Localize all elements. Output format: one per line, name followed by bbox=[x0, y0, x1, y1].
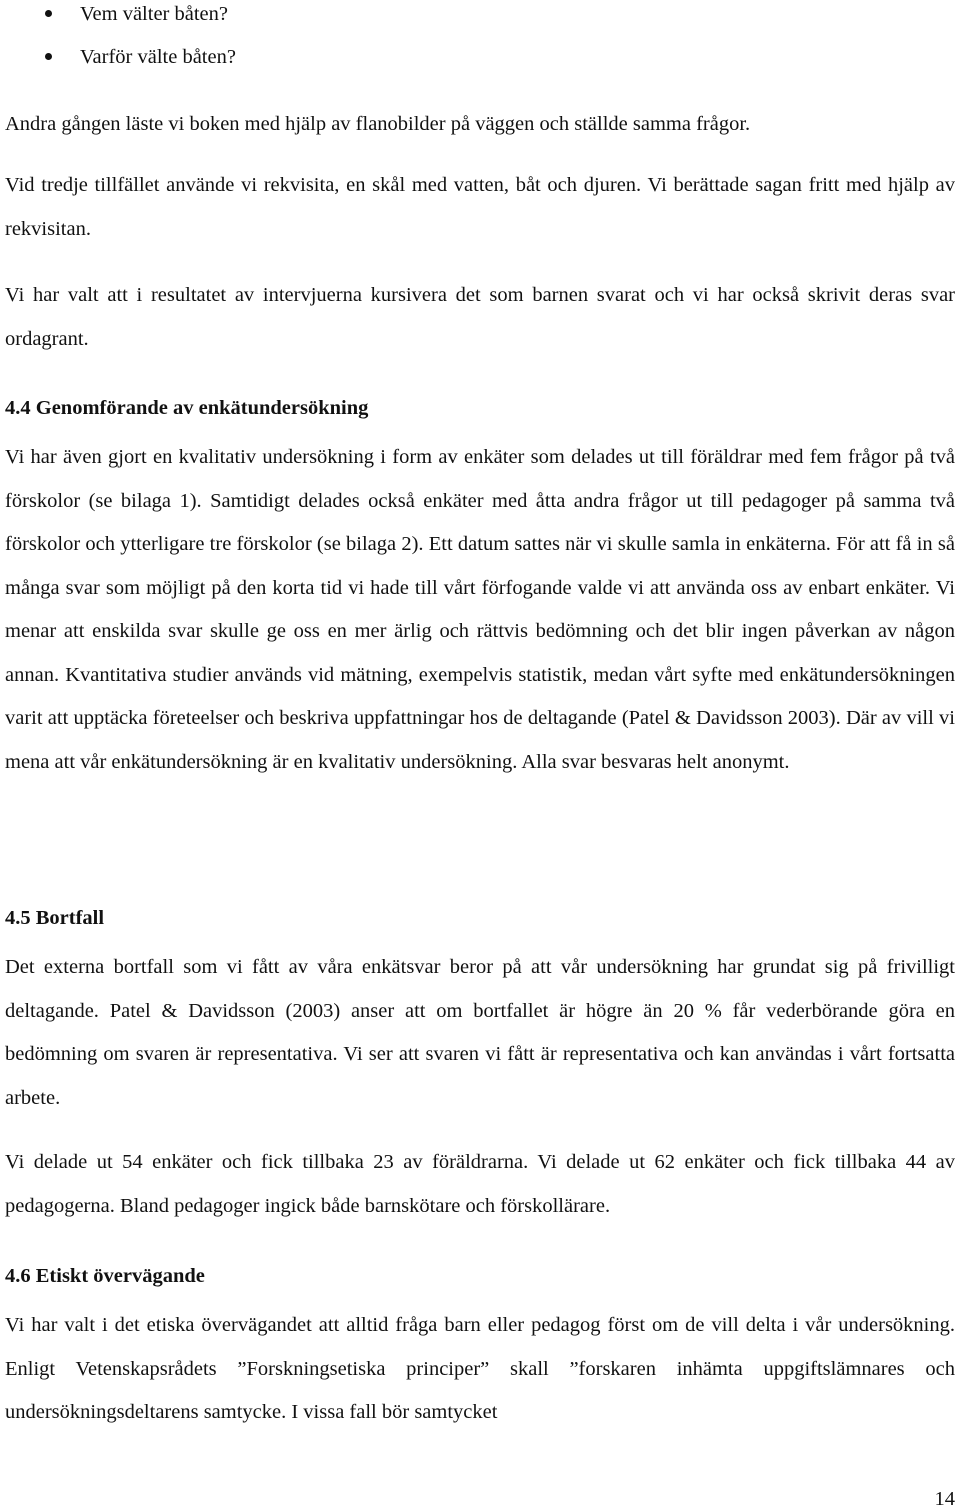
list-item-text: Varför välte båten? bbox=[80, 46, 236, 68]
list-item-text: Vem välter båten? bbox=[80, 3, 228, 25]
bullet-icon bbox=[45, 10, 52, 17]
paragraph: Vi har även gjort en kvalitativ undersökning i form av enkäter som delades ut till föräldrar med fem frågor på två förskolor (se bilaga 1). Samtidigt delades också enkäter med åtta andra frågor ut till pedagoger på samma två förskolor och ytterligare tre förskolor (se bilaga 2). Ett datum sattes när vi skulle samla in enkäterna. För att få in så många svar som möjligt på den korta tid vi hade till vårt förfogande valde vi att använda oss av enbart enkäter. Vi menar att enskilda svar skulle ge oss en mer ärlig och rättvis bedömning och det blir ingen påverkan av någon annan. Kvantitativa studier används vid mätning, exempelvis statistik, medan vårt syfte med enkätundersökningen varit att upptäcka företeelser och beskriva uppfattningar hos de deltagande (Patel & Davidsson 2003). Där av vill vi mena att vår enkätundersökning är en kvalitativ undersökning. Alla svar besvaras helt anonymt. bbox=[5, 446, 955, 773]
page-number: 14 bbox=[934, 1488, 955, 1510]
question-list bbox=[5, 0, 236, 86]
paragraph: Vid tredje tillfället använde vi rekvisita, en skål med vatten, båt och djuren. Vi berättade sagan fritt med hjälp av rekvisitan. bbox=[5, 174, 955, 240]
paragraph: Det externa bortfall som vi fått av våra enkätsvar beror på att vår undersökning har grundat sig på frivilligt deltagande. Patel & Davidsson (2003) anser att om bortfallet är högre än 20 % får vederbörande göra en bedömning om svaren är representativa. Vi ser att svaren vi fått är representativa och kan användas i vårt fortsatta arbete. bbox=[5, 956, 955, 1109]
list-item bbox=[5, 43, 236, 86]
paragraph: Vi delade ut 54 enkäter och fick tillbaka 23 av föräldrarna. Vi delade ut 62 enkäter och fick tillbaka 44 av pedagogerna. Bland pedagoger ingick både barnskötare och förskollärare. bbox=[5, 1151, 955, 1217]
list-item bbox=[5, 0, 236, 43]
bullet-icon bbox=[45, 53, 52, 60]
section-heading: 4.5 Bortfall bbox=[5, 907, 105, 929]
section-heading: 4.6 Etiskt övervägande bbox=[5, 1265, 205, 1287]
paragraph: Vi har valt att i resultatet av intervjuerna kursivera det som barnen svarat och vi har också skrivit deras svar ordagrant. bbox=[5, 284, 955, 350]
paragraph: Vi har valt i det etiska övervägandet att alltid fråga barn eller pedagog först om de vill delta i vår undersökning. Enligt Vetenskapsrådets ”Forskningsetiska principer” skall ”forskaren inhämta uppgiftslämnares och undersökningsdeltarens samtycke. I vissa fall bör samtycket bbox=[5, 1314, 955, 1423]
section-heading: 4.4 Genomförande av enkätundersökning bbox=[5, 397, 369, 419]
paragraph: Andra gången läste vi boken med hjälp av flanobilder på väggen och ställde samma frågor. bbox=[5, 113, 751, 135]
